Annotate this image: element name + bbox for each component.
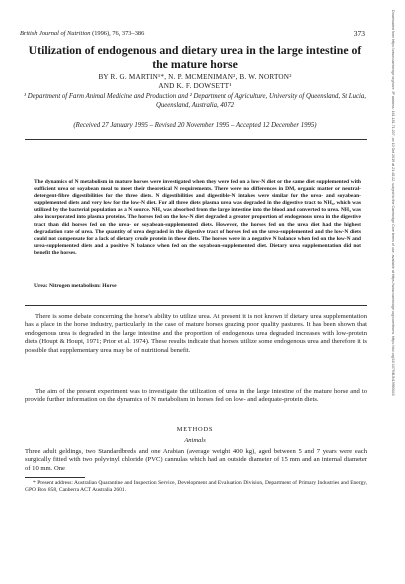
running-head xyxy=(20,30,365,37)
download-note-text: Downloaded from https://www.cambridge.org/core. IP address: 161.181.71.207, on 10 Oct 2019 at 21:48:22, subject to the Cambridge Core terms of use, available at https://www.cambridge.org/core/terms. https://doi.org/10.1079/BJN19960043 xyxy=(391,10,395,396)
download-side-note xyxy=(390,10,398,575)
authors-line: BY R. G. MARTIN¹*, N. P. MCMENIMAN², B. W. NORTON² xyxy=(98,73,292,81)
abstract: The dynamics of N metabolism in mature horses were investigated when they were fed on a low-N diet or the same diet supplemented with sufficient urea or soyabean meal to meet their theoretical N requirements. There were no differences in DM, organic matter or neutral-detergent-fibre digestibilities for the three diets. N digestibilities and digestible-N intakes were similar for the urea- and soyabean-supplemented diets and very low for the low-N diet. For all three diets plasma urea was degraded in the digestive tract to NH₃, which was utilized by the bacterial population as a N source. NH₃ was absorbed from the large intestine into the blood and converted to urea. NH₃ was also incorporated into plasma proteins. The horses fed on the low-N diet degraded a greater proportion of endogenous urea in the digestive tract than did horses fed on the urea- or soyabean-supplemented diets. However, the horses fed on the urea diet had the highest degradation rate of urea. The quantity of urea degraded in the digestive tract of horses fed on the urea-supplemented and the low-N diets could not compensate for a lack of dietary crude protein in these diets. The horses were in a negative N balance when fed on the low-N and urea-supplemented diets and a positive N balance when fed on the soyabean-supplemented diet. Dietary urea supplementation did not benefit the horses. xyxy=(34,179,361,256)
received-dates: (Received 27 January 1995 – Revised 20 November 1995 – Accepted 12 December 1995) xyxy=(73,122,317,129)
article-page xyxy=(20,0,390,584)
authors-line: AND K. F. DOWSETT¹ xyxy=(158,82,232,90)
subsection-heading: Animals xyxy=(184,437,206,444)
footnote-divider xyxy=(25,477,85,478)
methods-paragraph: Three adult geldings, two Standardbreds and one Arabian (average weight 400 kg), aged between 5 and 7 years were each surgically fitted with two polyvinyl chloride (PVC) cannulas which had an outside diameter of 15 mm and an internal diameter of 10 mm. One xyxy=(25,448,367,472)
keywords: Urea: Nitrogen metabolism: Horse xyxy=(34,283,117,289)
section-heading: METHODS xyxy=(176,426,214,433)
footnote: * Present address: Australian Quarantine and Inspection Service, Development and Evaluation Division, Department of Primary Industries and Energy, GPO Box 858, Canberra ACT Australia 2601. xyxy=(25,480,367,493)
journal-name: British Journal of Nutrition xyxy=(20,30,91,37)
page-number: 373 xyxy=(353,29,365,38)
citation: (1996), 76, 373–386 xyxy=(92,30,145,37)
authors xyxy=(20,73,370,91)
affiliation: ¹ Department of Farm Animal Medicine and Production and ² Department of Agriculture, University of Queensland, St Lucia, Queensland, Australia, 4072 xyxy=(24,93,366,109)
article-title: Utilization of endogenous and dietary urea in the large intestine of the mature horse xyxy=(28,43,362,71)
intro-paragraph: The aim of the present experiment was to investigate the utilization of urea in the large intestine of the mature horse and to provide further information on the dynamics of N metabolism in horses fed on low- and adequate-protein diets. xyxy=(25,388,367,404)
intro-paragraph: There is some debate concerning the horse's ability to utilize urea. At present it is not known if dietary urea supplementation has a place in the horse industry, particularly in the case of mature horses grazing poor quality pastures. It has been shown that endogenous urea is degraded in the large intestine and the proportion of endogenous urea degraded increases with low-protein diets (Houpt & Houpt, 1971; Prior et al. 1974). These results indicate that horses utilize some endogenous urea and therefore it is possible that supplementary urea may be of nutritional benefit. xyxy=(25,313,367,354)
